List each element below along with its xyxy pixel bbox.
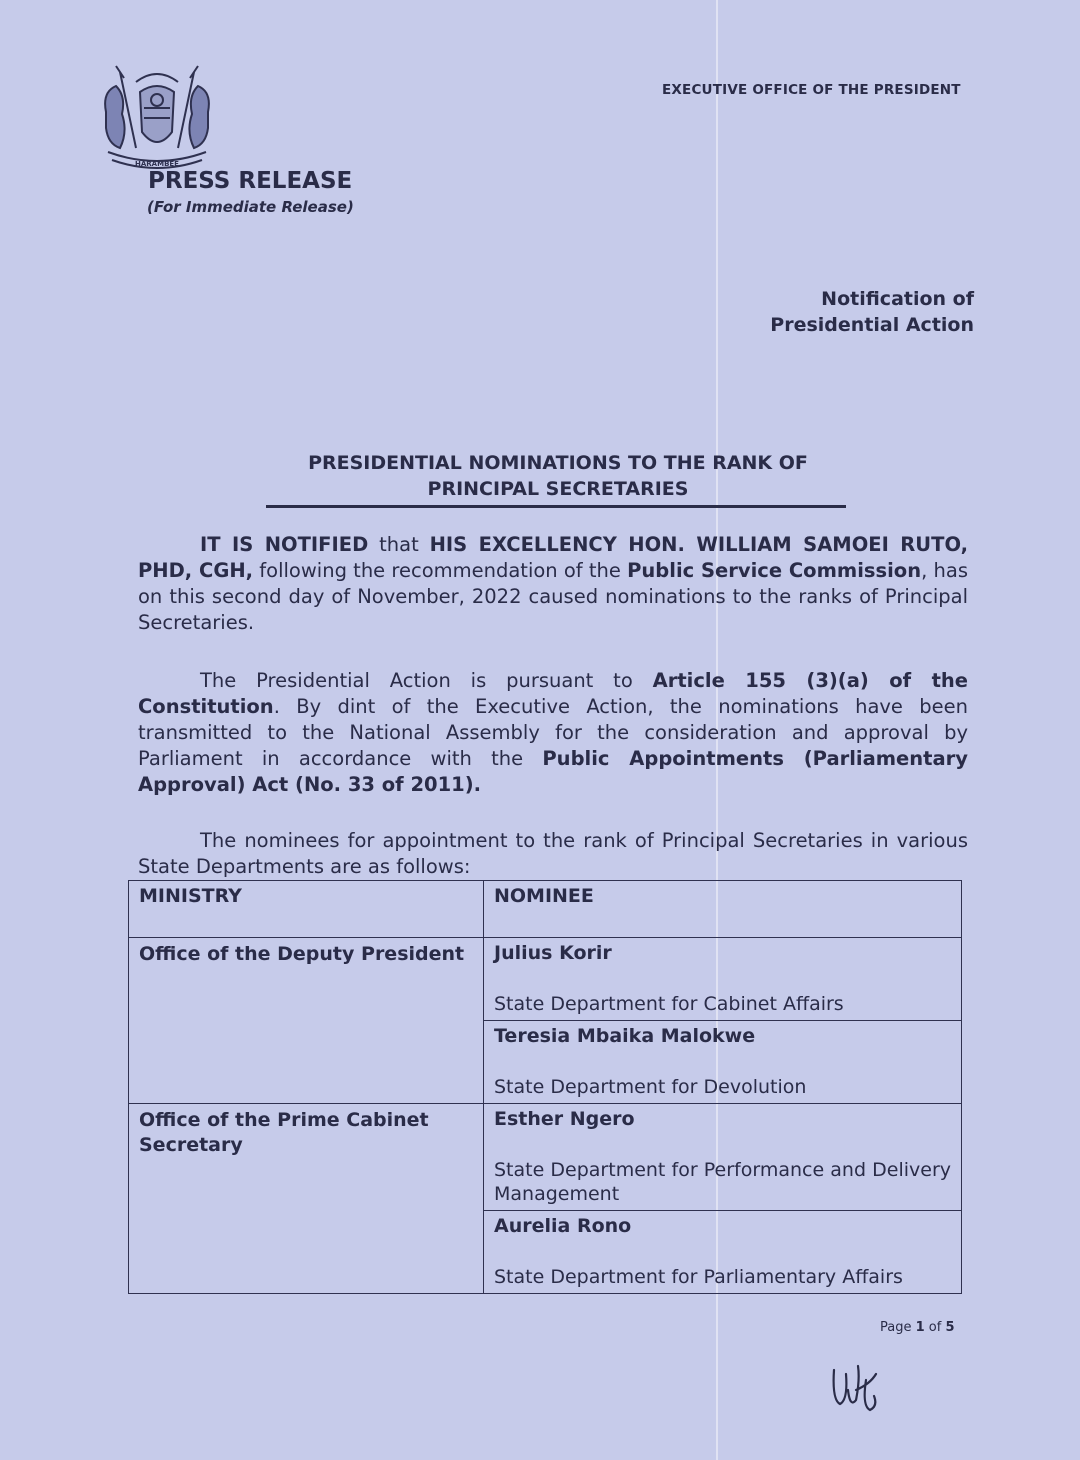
p2-text-2: . By dint of the Executive Action, the nominations have been transmitted to the National Assembly for the consideration and approval by Parliament in accordance with the: [138, 695, 968, 770]
page-label: Page: [880, 1320, 916, 1335]
notification-line-1: Notification of: [821, 288, 974, 310]
nominee-cell: [484, 938, 962, 1021]
nominee-cell: [484, 1211, 962, 1294]
coat-of-arms-icon: [92, 52, 222, 176]
nominee-name: Julius Korir: [494, 942, 612, 964]
table-row: [129, 938, 962, 1021]
page-number: [880, 1320, 955, 1335]
page-of: of: [924, 1320, 946, 1335]
p1-bold-3: Public Service Commission: [627, 559, 922, 582]
press-release-title: PRESS RELEASE: [148, 168, 353, 194]
nominee-department: State Department for Parliamentary Affairs: [494, 1266, 903, 1288]
svg-text:HARAMBEE: HARAMBEE: [135, 160, 179, 168]
notification-line-2: Presidential Action: [770, 314, 974, 336]
p1-text-3: , has on this second day of November, 2022 caused nominations to the ranks of Principal Secretaries.: [138, 559, 968, 634]
document-heading: [248, 450, 868, 502]
column-header-ministry: MINISTRY: [129, 881, 484, 938]
p2-bold-1: Article 155 (3)(a) of the Constitution: [138, 669, 968, 718]
page-current: 1: [915, 1320, 925, 1335]
office-name: EXECUTIVE OFFICE OF THE PRESIDENT: [662, 82, 961, 98]
p3-text: The nominees for appointment to the rank of Principal Secretaries in various State Departments are as follows:: [138, 829, 968, 878]
heading-line-2: PRINCIPAL SECRETARIES: [427, 478, 689, 500]
paragraph-intro-list: [138, 828, 968, 880]
p2-text-1: The Presidential Action is pursuant to: [200, 669, 653, 692]
nominee-department: State Department for Cabinet Affairs: [494, 993, 844, 1015]
p1-text-1: that: [368, 533, 430, 556]
p1-text-2: following the recommendation of the: [253, 559, 628, 582]
nominee-cell: [484, 1104, 962, 1211]
heading-line-1: PRESIDENTIAL NOMINATIONS TO THE RANK OF: [308, 452, 808, 474]
nominees-table: [128, 880, 962, 1294]
nominee-department: State Department for Performance and Delivery Management: [494, 1159, 951, 1205]
table-row: [129, 1104, 962, 1211]
heading-underline: [266, 505, 846, 508]
paragraph-legal-basis: [138, 668, 968, 798]
immediate-release-label: (For Immediate Release): [147, 198, 354, 216]
nominee-name: Esther Ngero: [494, 1108, 635, 1130]
column-header-nominee: NOMINEE: [484, 881, 962, 938]
page-total: 5: [945, 1320, 955, 1335]
p1-bold-2: HIS EXCELLENCY HON. WILLIAM SAMOEI RUTO, PHD, CGH,: [138, 533, 968, 582]
table-header-row: [129, 881, 962, 938]
p2-bold-2: Public Appointments (Parliamentary Approval) Act (No. 33 of 2011).: [138, 747, 968, 796]
nominee-cell: [484, 1021, 962, 1104]
nominee-name: Teresia Mbaika Malokwe: [494, 1025, 756, 1047]
paragraph-notification: [138, 532, 968, 636]
ministry-cell: Office of the Prime Cabinet Secretary: [129, 1104, 484, 1294]
nominee-department: State Department for Devolution: [494, 1076, 807, 1098]
initials-signature: [826, 1360, 890, 1414]
p1-bold-1: IT IS NOTIFIED: [200, 533, 369, 556]
notification-label: [770, 286, 974, 338]
ministry-cell: Office of the Deputy President: [129, 938, 484, 1104]
nominee-name: Aurelia Rono: [494, 1215, 632, 1237]
